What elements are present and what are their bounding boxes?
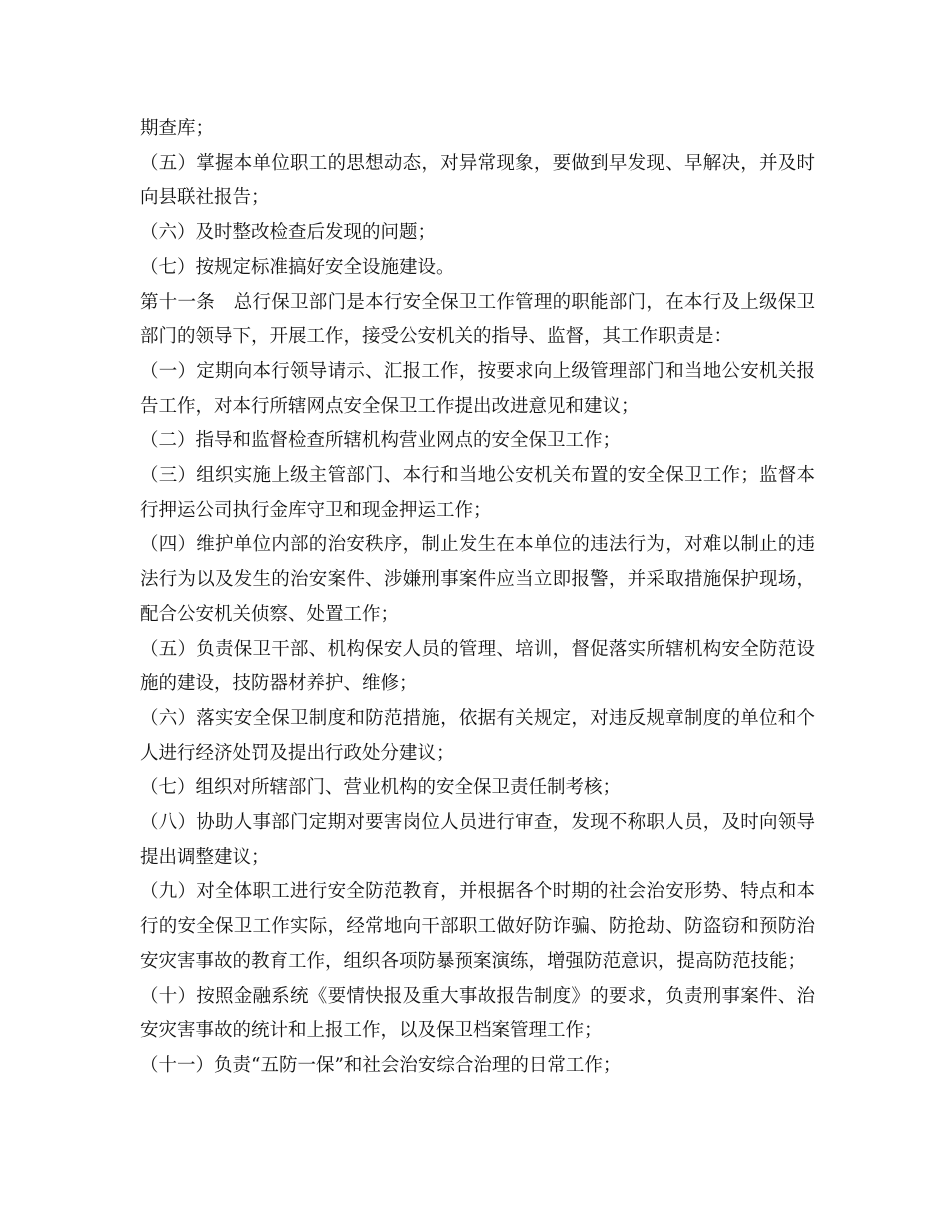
paragraph-duty-2: （二）指导和监督检查所辖机构营业网点的安全保卫工作； [140,430,622,452]
paragraph-duty-5: （五）负责保卫干部、机构保安人员的管理、培训，督促落实所辖机构安全防范设施的建设，技防器材养护、维修； [140,638,815,695]
paragraph-continuation: 期查库； [140,118,215,139]
paragraph-duty-3: （三）组织实施上级主管部门、本行和当地公安机关布置的安全保卫工作；监督本行押运公司执行金库守卫和现金押运工作； [140,465,815,521]
paragraph-duty-11: （十一）负责“五防一保”和社会治安综合治理的日常工作； [140,1054,622,1076]
paragraph-article-11: 第十一条 总行保卫部门是本行安全保卫工作管理的职能部门，在本行及上级保卫部门的领导下，开展工作，接受公安机关的指导、监督，其工作职责是： [140,291,815,348]
paragraph-duty-7: （七）组织对所辖部门、营业机构的安全保卫责任制考核； [140,777,622,799]
paragraph-duty-9: （九）对全体职工进行安全防范教育，并根据各个时期的社会治安形势、特点和本行的安全保卫工作实际，经常地向干部职工做好防诈骗、防抢劫、防盗窃和预防治安灾害事故的教育工作，组织各项防暴预案演练，增强防范意识，提高防范技能； [140,881,815,972]
paragraph-item-5: （五）掌握本单位职工的思想动态，对异常现象，要做到早发现、早解决，并及时向县联社报告； [140,152,815,209]
paragraph-item-7: （七）按规定标准搞好安全设施建设。 [140,256,455,278]
paragraph-duty-4: （四）维护单位内部的治安秩序，制止发生在本单位的违法行为，对难以制止的违法行为以及发生的治安案件、涉嫌刑事案件应当立即报警，并采取措施保护现场，配合公安机关侦察、处置工作； [140,534,815,625]
paragraph-duty-10: （十）按照金融系统《要情快报及重大事故报告制度》的要求，负责刑事案件、治安灾害事故的统计和上报工作，以及保卫档案管理工作； [140,985,815,1042]
document-body [140,112,815,1084]
paragraph-item-6: （六）及时整改检查后发现的问题； [140,222,437,244]
paragraph-duty-1: （一）定期向本行领导请示、汇报工作，按要求向上级管理部门和当地公安机关报告工作，对本行所辖网点安全保卫工作提出改进意见和建议； [140,360,815,417]
paragraph-duty-8: （八）协助人事部门定期对要害岗位人员进行审查，发现不称职人员，及时向领导提出调整建议； [140,812,815,868]
paragraph-duty-6: （六）落实安全保卫制度和防范措施，依据有关规定，对违反规章制度的单位和个人进行经济处罚及提出行政处分建议； [140,707,815,764]
